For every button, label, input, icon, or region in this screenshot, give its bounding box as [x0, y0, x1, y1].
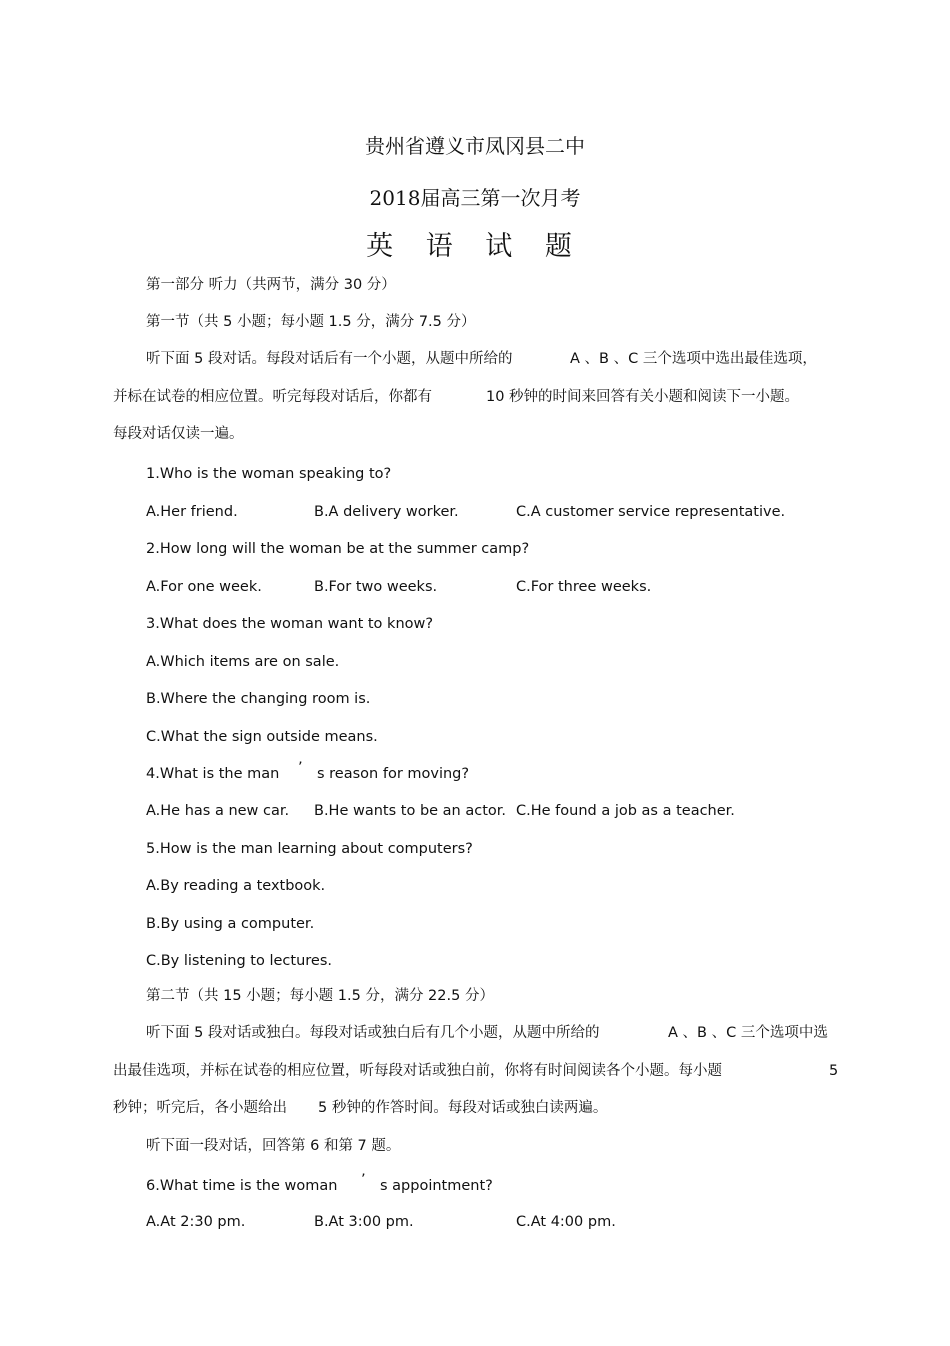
- section1-instruction-a: 听下面 5 段对话。每段对话后有一个小题，从题中所给的: [146, 351, 513, 367]
- q5-option-c: C.By listening to lectures.: [146, 953, 333, 969]
- q3-option-b: B.Where the changing room is.: [146, 691, 371, 707]
- section2-instruction-b: A 、B 、C 三个选项中选: [668, 1025, 828, 1041]
- question-4-part-a: 4.What is the man: [146, 766, 280, 782]
- listen-q6-q7: 听下面一段对话，回答第 6 和第 7 题。: [146, 1138, 401, 1154]
- section1-instruction-e: 每段对话仅读一遍。: [113, 426, 244, 442]
- q5-option-b: B.By using a computer.: [146, 916, 315, 932]
- question-6-part-a: 6.What time is the woman: [146, 1178, 338, 1194]
- section2-instruction-a: 听下面 5 段对话或独白。每段对话或独白后有几个小题，从题中所给的: [146, 1025, 600, 1041]
- q1-option-b: B.A delivery worker.: [314, 504, 459, 520]
- question-6-apostrophe: ’: [361, 1172, 366, 1188]
- section2-heading: 第二节（共 15 小题；每小题 1.5 分，满分 22.5 分）: [146, 988, 494, 1004]
- q4-option-a: A.He has a new car.: [146, 803, 290, 819]
- section2-instruction-d: 5: [829, 1063, 839, 1079]
- section1-heading: 第一节（共 5 小题；每小题 1.5 分，满分 7.5 分）: [146, 314, 476, 330]
- section2-instruction-e: 秒钟；听完后，各小题给出: [113, 1100, 287, 1116]
- q1-option-c: C.A customer service representative.: [516, 504, 786, 520]
- q6-option-a: A.At 2:30 pm.: [146, 1214, 246, 1230]
- question-2: 2.How long will the woman be at the summer camp?: [146, 541, 530, 557]
- q1-option-a: A.Her friend.: [146, 504, 238, 520]
- section2-instruction-f: 5 秒钟的作答时间。每段对话或独白读两遍。: [318, 1100, 608, 1116]
- section1-instruction-d: 10 秒钟的时间来回答有关小题和阅读下一小题。: [486, 389, 800, 405]
- subject-title: 英 语 试 题: [366, 231, 584, 262]
- q5-option-a: A.By reading a textbook.: [146, 878, 326, 894]
- question-1: 1.Who is the woman speaking to?: [146, 466, 392, 482]
- q2-option-a: A.For one week.: [146, 579, 262, 595]
- q4-option-b: B.He wants to be an actor.: [314, 803, 507, 819]
- question-4-apostrophe: ’: [298, 760, 303, 776]
- q4-option-c: C.He found a job as a teacher.: [516, 803, 735, 819]
- part1-heading: 第一部分 听力（共两节，满分 30 分）: [146, 277, 396, 293]
- question-4-part-b: s reason for moving?: [317, 766, 470, 782]
- question-5: 5.How is the man learning about computers?: [146, 841, 473, 857]
- q3-option-a: A.Which items are on sale.: [146, 654, 340, 670]
- q6-option-c: C.At 4:00 pm.: [516, 1214, 616, 1230]
- q2-option-b: B.For two weeks.: [314, 579, 438, 595]
- q3-option-c: C.What the sign outside means.: [146, 729, 378, 745]
- school-title: 贵州省遵义市凤冈县二中: [365, 134, 585, 158]
- section1-instruction-b: A 、B 、C 三个选项中选出最佳选项，: [570, 351, 817, 367]
- q6-option-b: B.At 3:00 pm.: [314, 1214, 414, 1230]
- section2-instruction-c: 出最佳选项，并标在试卷的相应位置，听每段对话或独白前，你将有时间阅读各个小题。每小题: [113, 1063, 722, 1079]
- q2-option-c: C.For three weeks.: [516, 579, 652, 595]
- question-6-part-b: s appointment?: [380, 1178, 493, 1194]
- section1-instruction-c: 并标在试卷的相应位置。听完每段对话后，你都有: [113, 389, 432, 405]
- question-3: 3.What does the woman want to know?: [146, 616, 434, 632]
- exam-title: 2018届高三第一次月考: [369, 186, 581, 210]
